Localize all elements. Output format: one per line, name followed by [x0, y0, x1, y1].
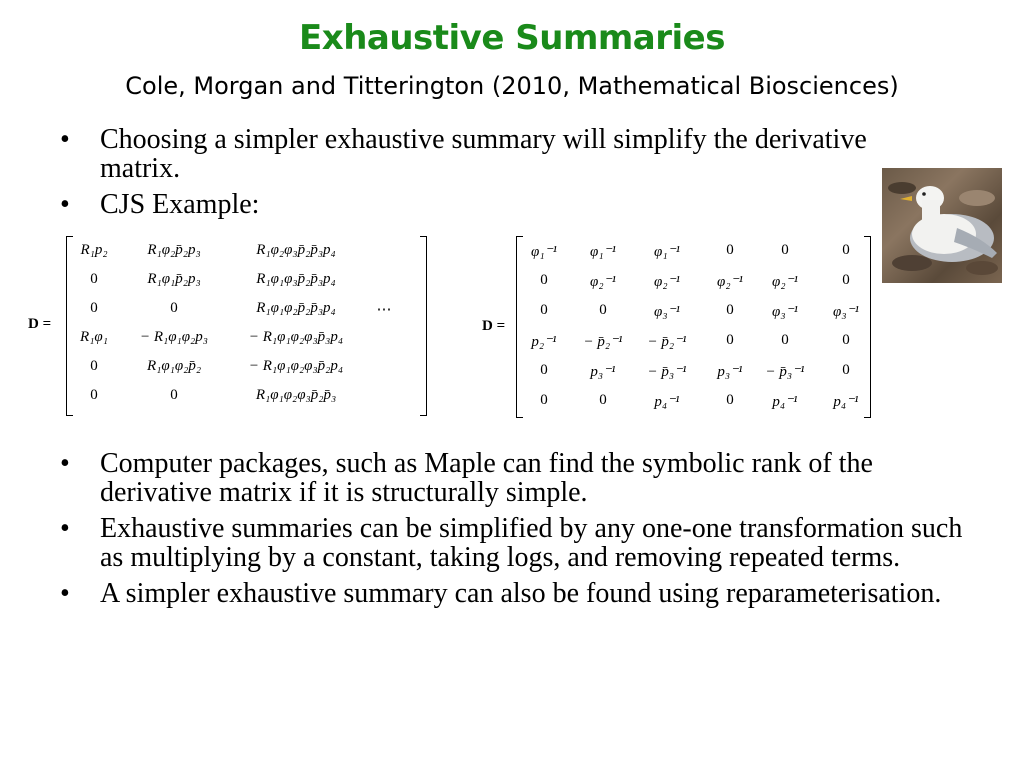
matrix-cell: p₃⁻¹: [590, 364, 616, 380]
matrix-cell: 0: [726, 242, 734, 258]
matrix-cell: 0: [599, 302, 607, 318]
slide-title: Exhaustive Summaries: [299, 18, 725, 58]
matrix-cell: R₁φ₂p̄₂p₃: [147, 242, 201, 258]
bullet-item: • A simpler exhaustive summary can also be found using reparameterisation.: [58, 579, 988, 608]
matrix-cell: R₁φ₁p̄₂p₃: [147, 271, 201, 287]
matrix-cell: φ₂⁻¹: [654, 274, 680, 290]
matrix-bracket-right: [420, 236, 427, 416]
matrix-bracket-left: [66, 236, 73, 416]
matrix-cell: φ₃⁻¹: [654, 304, 680, 320]
matrix-cell: 0: [842, 332, 850, 348]
matrix-cell: − p̄₂⁻¹: [583, 334, 623, 350]
matrix-cell: − R₁φ₁φ₂φ₃p̄₂p₄: [248, 358, 344, 374]
matrix-cell: 0: [540, 362, 548, 378]
matrix-cell: φ₁⁻¹: [654, 244, 680, 260]
matrix-cell: φ₁⁻¹: [531, 244, 557, 260]
matrix-cell: R₁p₂: [80, 242, 108, 258]
matrix-cell: − p̄₂⁻¹: [647, 334, 687, 350]
matrix-cell: 0: [90, 300, 98, 316]
matrix-cell: 0: [599, 392, 607, 408]
matrix-cell: p₃⁻¹: [717, 364, 743, 380]
bullet-list-top: [58, 125, 918, 226]
matrix-cell: 0: [540, 272, 548, 288]
bullet-item: • CJS Example:: [58, 190, 918, 219]
matrix-ellipsis: ⋯: [376, 302, 392, 318]
matrix-cell: 0: [540, 302, 548, 318]
matrix-cell: 0: [781, 332, 789, 348]
matrix-cell: 0: [170, 387, 178, 403]
matrix-cell: R₁φ₁φ₂p̄₂p̄₃p₄: [256, 300, 336, 316]
matrix-cell: R₁φ₁φ₂p̄₂: [146, 358, 202, 374]
slide-subtitle: Cole, Morgan and Titterington (2010, Mathematical Biosciences): [125, 72, 899, 100]
matrix-cell: 0: [90, 387, 98, 403]
matrix-cell: 0: [842, 362, 850, 378]
bullet-item: • Choosing a simpler exhaustive summary will simplify the derivative matrix.: [58, 125, 918, 183]
matrix-cell: φ₃⁻¹: [772, 304, 798, 320]
bullet-item: • Exhaustive summaries can be simplified by any one-one transformation such as multiplying by a constant, taking logs, and removing repeated terms.: [58, 514, 988, 572]
matrix-cell: p₂⁻¹: [531, 334, 557, 350]
matrix-cell: 0: [842, 242, 850, 258]
matrix-cell: 0: [781, 242, 789, 258]
matrix-cell: p₄⁻¹: [654, 394, 680, 410]
matrix-cell: p₄⁻¹: [833, 394, 859, 410]
matrix-cell: 0: [170, 300, 178, 316]
matrix-cell: 0: [726, 392, 734, 408]
matrix-cell: R₁φ₁φ₃p̄₂p̄₃p₄: [256, 271, 336, 287]
matrix-cell: 0: [90, 358, 98, 374]
derivative-matrix-right: [482, 236, 882, 418]
matrix-cell: φ₂⁻¹: [772, 274, 798, 290]
matrix-cell: φ₂⁻¹: [717, 274, 743, 290]
matrix-label: D =: [28, 316, 52, 332]
matrix-cell: 0: [726, 332, 734, 348]
matrix-cell: p₄⁻¹: [772, 394, 798, 410]
matrix-cell: R₁φ₁: [80, 329, 108, 345]
matrix-cell: − p̄₃⁻¹: [647, 364, 687, 380]
derivative-matrix-left: [28, 236, 438, 416]
matrix-cell: φ₂⁻¹: [590, 274, 616, 290]
matrix-cell: φ₃⁻¹: [833, 304, 859, 320]
gull-photo: [882, 168, 1002, 283]
matrix-cell: − p̄₃⁻¹: [765, 364, 805, 380]
matrix-cell: R₁φ₁φ₂φ₃p̄₂p̄₃: [255, 387, 337, 403]
matrix-cell: 0: [90, 271, 98, 287]
matrix-label: D =: [482, 318, 506, 334]
matrix-bracket-right: [864, 236, 871, 418]
matrix-cell: 0: [726, 302, 734, 318]
matrix-cell: − R₁φ₁φ₂p₃: [140, 329, 208, 345]
matrix-cell: − R₁φ₁φ₂φ₃p̄₃p₄: [248, 329, 344, 345]
bullet-list-bottom: [58, 449, 988, 615]
matrix-cell: 0: [842, 272, 850, 288]
matrix-cell: 0: [540, 392, 548, 408]
bullet-item: • Computer packages, such as Maple can find the symbolic rank of the derivative matrix if it is structurally simple.: [58, 449, 988, 507]
matrix-cell: R₁φ₂φ₃p̄₂p̄₃p₄: [256, 242, 336, 258]
matrix-cell: φ₁⁻¹: [590, 244, 616, 260]
matrix-bracket-left: [516, 236, 523, 418]
